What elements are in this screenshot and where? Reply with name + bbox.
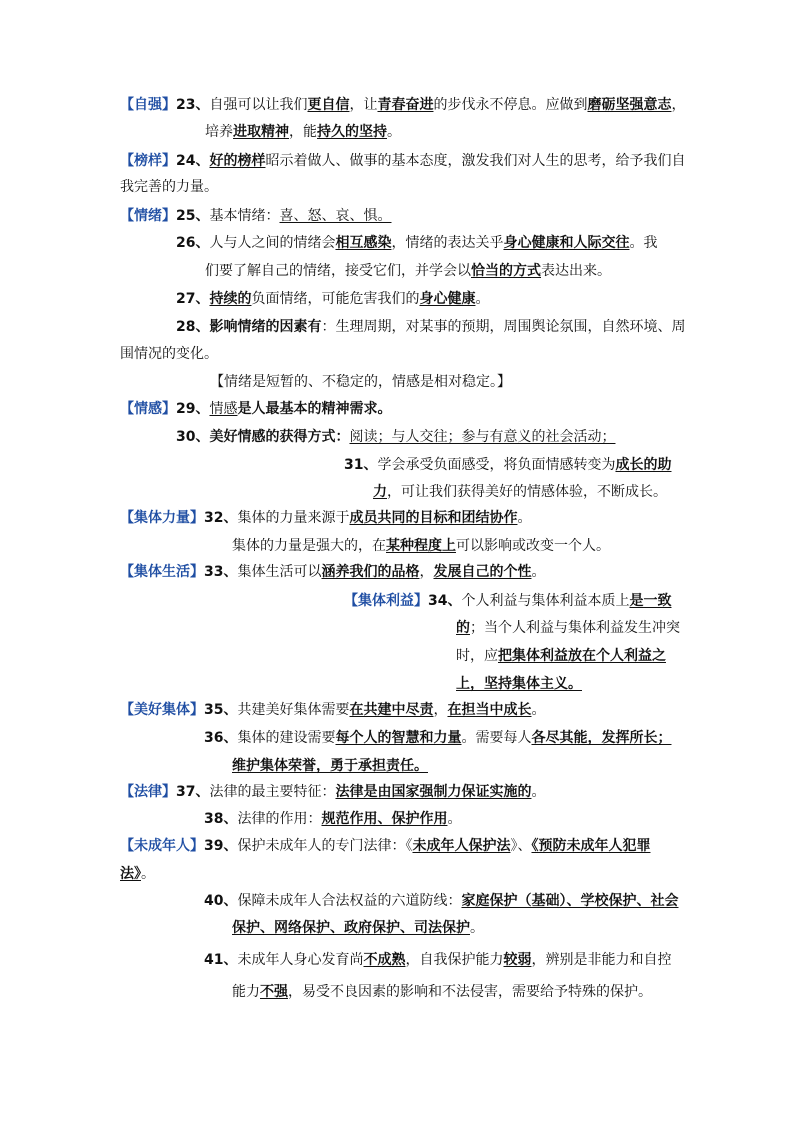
key-phrase: 身心健康和人际交往 <box>503 235 630 251</box>
key-phrase: 进取精神 <box>233 124 289 140</box>
text-fragment: 保护未成年人的专门法律：《 <box>237 838 413 854</box>
text-fragment: 。 <box>387 124 401 140</box>
key-phrase: 法》 <box>120 866 141 882</box>
text-fragment: 可以影响或改变一个人。 <box>456 538 610 554</box>
text-fragment: ，易受不良因素的影响和不法侵害，需要给予特殊的保护。 <box>288 984 652 1000</box>
continuation-line <box>210 372 511 392</box>
key-phrase: 磨砺坚强意志 <box>587 97 672 113</box>
text-fragment: 。 <box>447 811 462 827</box>
key-phrase: 在共建中尽责 <box>349 702 434 718</box>
key-phrase: 涵养我们的品格 <box>321 564 420 580</box>
section-tag: 【集体利益】 <box>344 593 428 609</box>
section-tag: 【榜样】 <box>120 153 176 169</box>
key-phrase: 每个人的智慧和力量 <box>335 730 462 746</box>
numbered-line <box>176 427 615 447</box>
text-fragment: 围情况的变化。 <box>120 346 218 362</box>
key-phrase: 成长的助 <box>615 457 672 473</box>
key-phrase: 未成年人保护法 <box>412 838 511 854</box>
text-fragment: 未成年人身心发育尚 <box>237 952 364 968</box>
item-number: 27、 <box>176 291 210 307</box>
continuation-line <box>232 918 484 938</box>
item-number: 38、 <box>204 811 238 827</box>
text-fragment: ；当个人利益与集体利益发生冲突 <box>470 620 680 636</box>
numbered-line <box>176 289 489 309</box>
text-fragment: 人与人之间的情绪会 <box>209 235 336 251</box>
item-number: 32、 <box>204 510 238 526</box>
section-entry-line <box>120 700 545 720</box>
section-entry-line <box>120 399 391 419</box>
text-fragment: ， <box>419 564 434 580</box>
continuation-line <box>120 864 155 884</box>
section-entry-line <box>120 151 685 171</box>
continuation-line <box>120 177 218 197</box>
key-phrase: 在担当中成长 <box>447 702 532 718</box>
continuation-line <box>232 536 610 556</box>
text-fragment: 集体的力量是强大的，在 <box>232 538 386 554</box>
continuation-line <box>205 122 401 142</box>
text-fragment: 能力 <box>232 984 260 1000</box>
text-fragment: 时，应 <box>456 648 498 664</box>
text-fragment: 。 <box>475 291 490 307</box>
text-fragment: 。我 <box>629 235 658 251</box>
continuation-line <box>232 982 652 1002</box>
key-phrase: 是一致 <box>629 593 672 609</box>
numbered-line <box>176 233 657 253</box>
text-fragment: 个人利益与集体利益本质上 <box>461 593 630 609</box>
section-tag: 【未成年人】 <box>120 838 204 854</box>
section-tag: 【集体力量】 <box>120 510 204 526</box>
key-phrase: 不成熟 <box>363 952 406 968</box>
section-entry-line <box>120 562 545 582</box>
section-tag: 【自强】 <box>120 97 176 113</box>
key-phrase: 情感 <box>209 401 238 417</box>
key-phrase: 喜、怒、哀、惧。 <box>279 208 392 224</box>
key-phrase: 上，坚持集体主义。 <box>456 676 582 692</box>
item-number: 30、 <box>176 429 210 445</box>
text-fragment: 负面情绪，可能危害我们的 <box>251 291 420 307</box>
text-fragment: 》、 <box>510 838 532 854</box>
text-fragment: 【情绪是短暂的、不稳定的，情感是相对稳定。】 <box>210 374 511 390</box>
text-fragment: 表达出来。 <box>541 263 611 279</box>
numbered-line <box>204 809 461 829</box>
item-number: 28、 <box>176 319 210 335</box>
continuation-line <box>373 482 667 502</box>
item-number: 35、 <box>204 702 238 718</box>
key-phrase: 持续的 <box>209 291 252 307</box>
text-fragment: 昭示着做人、做事的基本态度，激发我们对人生的思考，给予我们自 <box>265 153 686 169</box>
text-fragment: 。 <box>141 866 155 882</box>
item-number: 26、 <box>176 235 210 251</box>
text-fragment: 集体的建设需要 <box>237 730 336 746</box>
text-fragment: 是人最基本的精神需求。 <box>237 401 392 417</box>
key-phrase: 保护、网络保护、政府保护、司法保护 <box>232 920 470 936</box>
section-tag: 【法律】 <box>120 784 176 800</box>
text-fragment: ，情绪的表达关乎 <box>391 235 504 251</box>
section-tag: 【情绪】 <box>120 208 176 224</box>
continuation-line <box>456 618 680 638</box>
key-phrase: 各尽其能，发挥所长； <box>531 730 672 746</box>
text-fragment: 法律的最主要特征： <box>209 784 336 800</box>
section-entry-line <box>120 508 531 528</box>
continuation-line <box>456 646 666 666</box>
text-fragment: 集体生活可以 <box>237 564 322 580</box>
key-phrase: 成员共同的目标和团结协作 <box>349 510 518 526</box>
section-entry-line <box>120 95 685 115</box>
text-fragment: 。 <box>531 702 546 718</box>
text-fragment: 。 <box>517 510 532 526</box>
section-entry-line <box>120 782 545 802</box>
key-phrase: 法律是由国家强制力保证实施的 <box>335 784 532 800</box>
text-fragment: 集体的力量来源于 <box>237 510 350 526</box>
text-fragment: ， <box>671 97 686 113</box>
section-tag: 【情感】 <box>120 401 176 417</box>
key-phrase: 身心健康 <box>419 291 476 307</box>
section-tag: 【美好集体】 <box>120 702 204 718</box>
key-phrase: 把集体利益放在个人利益之 <box>498 648 666 664</box>
text-fragment: ， <box>433 702 448 718</box>
text-fragment: ，可让我们获得美好的情感体验，不断成长。 <box>387 484 667 500</box>
numbered-line <box>176 317 685 337</box>
text-fragment: 影响情绪的因素有 <box>209 319 322 335</box>
item-number: 31、 <box>344 457 378 473</box>
key-phrase: 家庭保护（基础）、学校保护、社会 <box>461 893 679 909</box>
key-phrase: 阅读；与人交往；参与有意义的社会活动； <box>349 429 616 445</box>
section-entry-line <box>344 591 671 611</box>
item-number: 23、 <box>176 97 210 113</box>
item-number: 34、 <box>428 593 462 609</box>
text-fragment: ，辨别是非能力和自控 <box>531 952 672 968</box>
text-fragment: 。 <box>531 564 546 580</box>
key-phrase: 规范作用、保护作用 <box>321 811 448 827</box>
text-fragment: ，让 <box>349 97 378 113</box>
text-fragment: 保障未成年人合法权益的六道防线： <box>237 893 462 909</box>
numbered-line <box>204 950 671 970</box>
item-number: 33、 <box>204 564 238 580</box>
text-fragment: 我完善的力量。 <box>120 179 218 195</box>
item-number: 37、 <box>176 784 210 800</box>
text-fragment: 。 <box>470 920 484 936</box>
text-fragment: ，自我保护能力 <box>405 952 504 968</box>
text-fragment: 培养 <box>205 124 233 140</box>
key-phrase: 的 <box>456 620 470 636</box>
continuation-line <box>232 756 428 776</box>
key-phrase: 好的榜样 <box>209 153 266 169</box>
key-phrase: 青春奋进 <box>377 97 434 113</box>
section-tag: 【集体生活】 <box>120 564 204 580</box>
text-fragment: 自强可以让我们 <box>209 97 308 113</box>
numbered-line <box>344 455 671 475</box>
section-entry-line <box>120 206 391 226</box>
text-fragment: 的步伐永不停息。应做到 <box>433 97 588 113</box>
text-fragment: 。需要每人 <box>461 730 532 746</box>
text-fragment: 共建美好集体需要 <box>237 702 350 718</box>
continuation-line <box>120 344 218 364</box>
item-number: 25、 <box>176 208 210 224</box>
item-number: 40、 <box>204 893 238 909</box>
text-fragment: 基本情绪： <box>209 208 280 224</box>
text-fragment: ：生理周期，对某事的预期，周围舆论氛围，自然环境、周 <box>321 319 686 335</box>
key-phrase: 某种程度上 <box>386 538 456 554</box>
continuation-line <box>205 261 611 281</box>
numbered-line <box>204 728 671 748</box>
item-number: 29、 <box>176 401 210 417</box>
key-phrase: 持久的坚持 <box>317 124 387 140</box>
section-entry-line <box>120 836 650 856</box>
key-phrase: 较弱 <box>503 952 532 968</box>
text-fragment: 学会承受负面感受，将负面情感转变为 <box>377 457 616 473</box>
key-phrase: 更自信 <box>307 97 350 113</box>
item-number: 24、 <box>176 153 210 169</box>
key-phrase: 不强 <box>260 984 288 1000</box>
numbered-line <box>204 891 678 911</box>
text-fragment: 。 <box>531 784 546 800</box>
text-fragment: 法律的作用： <box>237 811 322 827</box>
key-phrase: 力 <box>373 484 387 500</box>
item-number: 39、 <box>204 838 238 854</box>
key-phrase: 恰当的方式 <box>471 263 541 279</box>
text-fragment: ，能 <box>289 124 317 140</box>
continuation-line <box>456 674 582 694</box>
key-phrase: 《预防未成年人犯罪 <box>531 838 651 854</box>
text-fragment: 美好情感的获得方式： <box>209 429 350 445</box>
item-number: 41、 <box>204 952 238 968</box>
item-number: 36、 <box>204 730 238 746</box>
key-phrase: 相互感染 <box>335 235 392 251</box>
text-fragment: 们要了解自己的情绪，接受它们，并学会以 <box>205 263 471 279</box>
key-phrase: 维护集体荣誉，勇于承担责任。 <box>232 758 428 774</box>
key-phrase: 发展自己的个性 <box>433 564 532 580</box>
